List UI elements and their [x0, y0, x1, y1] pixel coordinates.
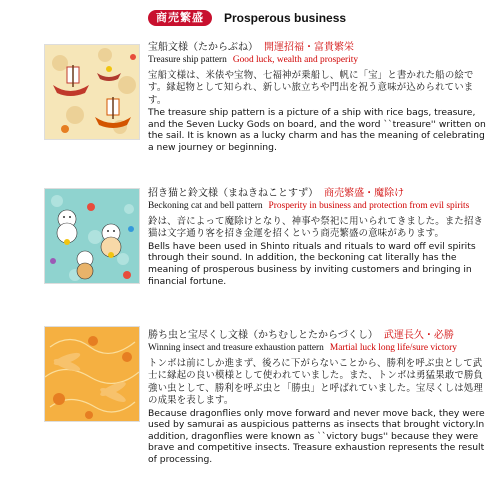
pattern-title-en — [148, 54, 486, 66]
description-jp: トンボは前にしか進まず、後ろに下がらないことから、勝利を呼ぶ虫として武士に縁起の良い模様として使われていました。また、トンボは勇猛果敢で勝負強い虫として、勝利を呼ぶ虫と「勝虫」と呼ばれていました。宝尽くしは処理の成果を表します。 — [148, 358, 484, 407]
en-meaning-tag: Martial luck long life/sure victory — [329, 343, 457, 353]
header — [148, 10, 346, 26]
pattern-title-jp — [148, 42, 486, 54]
description-en: The treasure ship pattern is a picture of a ship with rice bags, treasure, and the Seven Lucky Gods on board, and the word ``treasure'' written on the sail. It is known as a lucky charm and has the meaning of celebrating a new journey or beginning. — [148, 107, 486, 153]
jp-title-text: 宝船文様（たからぶね） — [148, 42, 258, 53]
pattern-title-en — [148, 200, 486, 212]
pattern-title-en — [148, 342, 486, 354]
description-en: Because dragonflies only move forward and never move back, they were used by samurai as auspicious patterns as insects that brought victory.In addition, dragonflies were known as ``victory bugs'' because they were brave and competitive insects. Treasure exhaustion represents the result of processing. — [148, 407, 485, 465]
description-jp: 鈴は、音によって魔除けとなり、神事や祭祀に用いられてきました。また招き猫は文字通り客を招き金運を招くという商売繁盛の意味があります。 — [148, 216, 484, 240]
treasure-ship-pattern-image — [44, 44, 140, 140]
jp-title-text: 招き猫と鈴文様（まねきねことすず） — [148, 188, 319, 199]
pattern-title-jp — [148, 188, 486, 200]
en-title-text: Winning insect and treasure exhaustion pattern — [148, 343, 324, 353]
en-meaning-tag: Prosperity in business and protection from evil spirits — [268, 201, 470, 211]
page-title: Prosperous business — [224, 11, 347, 25]
en-meaning-tag: Good luck, wealth and prosperity — [232, 55, 359, 65]
jp-meaning-tag: 武運長久・必勝 — [383, 330, 454, 341]
jp-meaning-tag: 開運招福・富貴繁栄 — [264, 42, 354, 53]
beckoning-cat-pattern-image — [44, 188, 140, 284]
jp-meaning-tag: 商売繁盛・魔除け — [324, 188, 405, 199]
en-title-text: Beckoning cat and bell pattern — [148, 201, 263, 211]
pattern-title-jp — [148, 330, 486, 342]
jp-title-text: 勝ち虫と宝尽くし文様（かちむしとたからづくし） — [148, 330, 378, 341]
en-title-text: Treasure ship pattern — [148, 55, 227, 65]
description-en: Bells have been used in Shinto rituals and rituals to ward off evil spirits through their sound. In addition, the beckoning cat literally has the meaning of prosperous business by inviting customers and bringing in financial fortune. — [148, 240, 476, 287]
description-jp: 宝船文様は、米俵や宝物、七福神が乗船し、帆に「宝」と書かれた船の絵です。縁起物として知られ、新しい旅立ちや門出を祝う意味が込められています。 — [148, 70, 474, 106]
winning-insect-pattern-image — [44, 326, 140, 422]
category-badge: 商売繁盛 — [148, 10, 212, 26]
